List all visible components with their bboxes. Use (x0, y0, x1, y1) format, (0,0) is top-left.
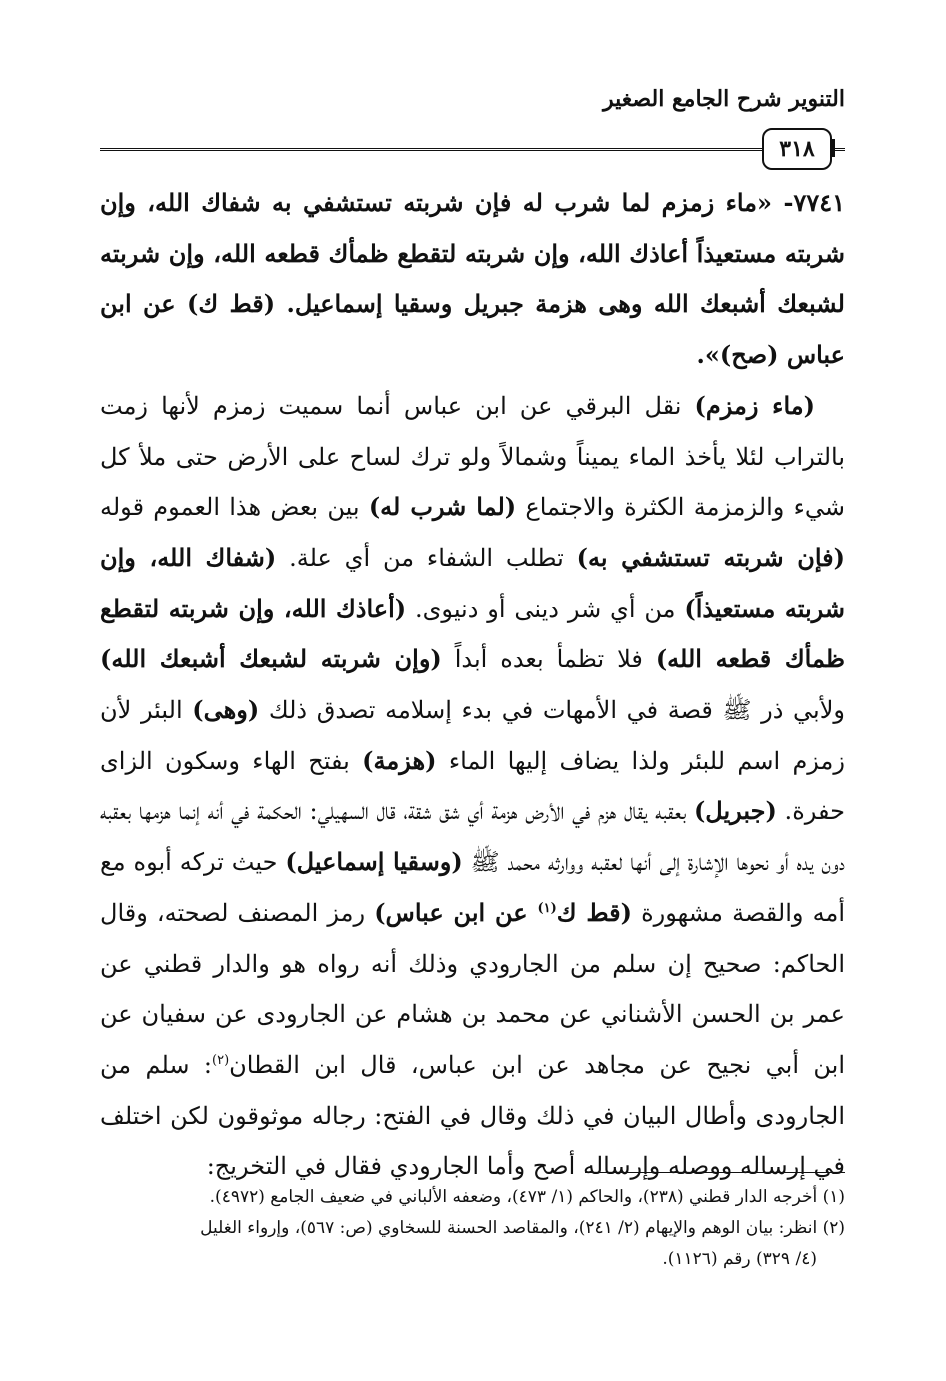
quoted-phrase: (جبريل) (693, 796, 777, 826)
quoted-phrase: (شفاك الله، وإن شربته مستعيذاً) (100, 542, 846, 623)
source-narrator: عن ابن عباس) (374, 897, 538, 927)
commentary-text: نقل البرقي عن ابن عباس أنما سميت زمزم لأنها زمت بالتراب لئلا يأخذ الماء يميناً وشمالاً ولو ترك لساح على الأرض حتى ملأ كل شيء والزمزمة الكثرة والاجتماع (100, 391, 846, 522)
quoted-phrase: (وسقيا إسماعيل) (285, 847, 463, 877)
book-title: التنوير شرح الجامع الصغير (603, 86, 845, 112)
quoted-phrase: (هزمة) (362, 745, 437, 775)
header-rule (100, 148, 845, 151)
footnotes (100, 1182, 845, 1275)
commentary-text: من أي شر دينى أو دنيوى. (406, 594, 685, 623)
footnote-divider (585, 1172, 845, 1173)
hadith-number: ٧٧٤١- (783, 188, 845, 217)
page-number-ornament (832, 139, 847, 157)
quoted-phrase: (وهى) (192, 695, 260, 725)
commentary-text: رمز المصنف لصحته، وقال الحاكم: صحيح إن سلم من الجارودي وذلك أنه رواه هو والدار قطني عن عمر بن الحسن الأشناني عن محمد بن هشام عن الجارودى عن سفيان عن ابن أبي نجيح عن مجاهد عن ابن عباس، قال ابن القطان (100, 898, 845, 1079)
commentary-paragraph (100, 381, 845, 1192)
quoted-phrase (374, 898, 632, 927)
page-number: ٣١٨ (762, 128, 832, 170)
commentary-text: البئر لأن زمزم اسم للبئر ولذا يضاف إليها الماء (100, 696, 845, 775)
quoted-phrase: (فإن شربته تستشفي به) (576, 542, 845, 572)
quoted-phrase: (أعاذك الله، وإن شربته لتقطع ظمأك قطعه الله) (100, 593, 845, 674)
commentary-text: بعقبه يقال هزم في الأرض هزمة أي شق شقة، قال السهيلي: الحكمة في أنه إنما هزمها بعقبه دون يده أو نحوها الإشارة إلى أنها لعقبه ووارثه محمد ﷺ (100, 797, 845, 877)
commentary-text: فلا تظمأ بعده أبداً (441, 645, 656, 674)
source-code: (قط ك (556, 897, 632, 927)
footnote-ref-2[interactable]: (٢) (212, 1052, 230, 1068)
main-text (100, 178, 845, 1192)
quoted-phrase: (وإن شربته لشبعك أشبعك الله) (100, 644, 442, 674)
commentary-text: ولأبي ذر ﷺ قصة في الأمهات في بدء إسلامه تصدق ذلك (259, 696, 845, 725)
commentary-text: بين بعض هذا العموم قوله (100, 493, 369, 522)
commentary-text: حيث تركه أبوه مع أمه والقصة مشهورة (100, 848, 845, 927)
hadith-paragraph (100, 178, 845, 381)
commentary-text: بفتح الهاء وسكون الزاى حفرة. (100, 746, 845, 826)
quoted-phrase: (ماء زمزم) (694, 390, 815, 420)
footnote-ref-1[interactable]: (١) (537, 900, 557, 916)
page-header (100, 86, 845, 122)
commentary-text: تطلب الشفاء من أي علة. (276, 543, 577, 572)
commentary-text: : سلم من الجارودى وأطال البيان في ذلك وقال في الفتح: رجاله موثوقون لكن اختلف في إرساله ووصله وإرساله أصح وأما الجارودي فقال في التخريج: (100, 1050, 845, 1181)
footnote-2-continued: (٤/ ٣٢٩) رقم (١١٢٦). (662, 1249, 817, 1269)
footnote-2: (٢) انظر: بيان الوهم والإيهام (٢/ ٢٤١)، والمقاصد الحسنة للسخاوي (ص: ٥٦٧)، وإرواء الغليل (200, 1218, 845, 1238)
hadith-text: «ماء زمزم لما شرب له فإن شربته تستشفي به شفاك الله، وإن شربته مستعيذاً أعاذك الله، وإن شربته لتقطع ظمأك قطعه الله، وإن شربته لشبعك أشبعك الله وهى هزمة جبريل وسقيا إسماعيل. (قط ك) عن ابن عباس (صح)». (100, 188, 845, 370)
quoted-phrase: (لما شرب له) (368, 492, 517, 522)
footnote-1: (١) أخرجه الدار قطني (٢٣٨)، والحاكم (١/ ٤٧٣)، وضعفه الألباني في ضعيف الجامع (٤٩٧٢). (209, 1187, 845, 1207)
